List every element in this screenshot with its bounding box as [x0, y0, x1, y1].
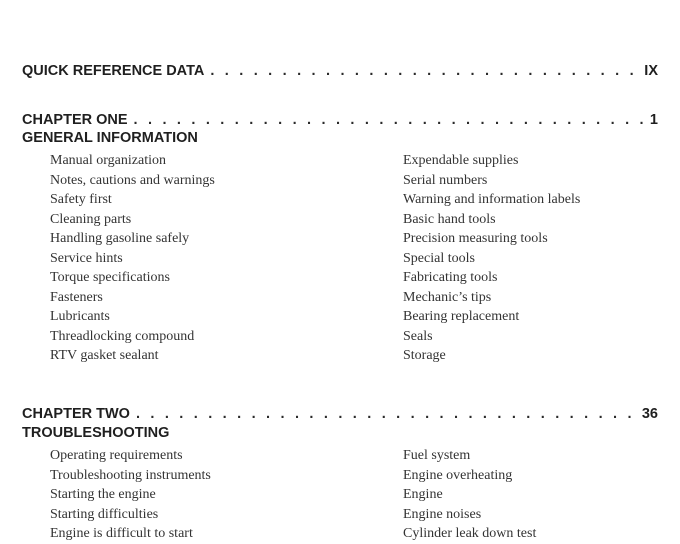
- dot-leader: [134, 112, 646, 129]
- topic-list-right: [403, 151, 580, 366]
- page-number: IX: [644, 63, 658, 79]
- list-item: Troubleshooting instruments: [50, 467, 211, 483]
- list-item: Lubricants: [50, 309, 110, 324]
- list-item: Safety first: [50, 192, 112, 207]
- list-item: Engine overheating: [403, 467, 513, 483]
- list-item: Expendable supplies: [403, 153, 519, 168]
- list-item: Warning and information labels: [403, 192, 581, 207]
- list-item: Engine: [403, 487, 443, 502]
- topic-list-left: [50, 151, 215, 366]
- list-item: Operating requirements: [50, 448, 183, 463]
- list-item: Starting difficulties: [50, 506, 159, 522]
- list-item: Threadlocking compound: [50, 328, 195, 344]
- list-item: Mechanic’s tips: [403, 289, 492, 305]
- list-item: RTV gasket sealant: [50, 348, 159, 363]
- list-item: Notes, cautions and warnings: [50, 172, 215, 188]
- list-item: Storage: [403, 348, 446, 363]
- list-item: Serial numbers: [403, 172, 488, 188]
- dot-leader: [136, 406, 638, 423]
- chapter-heading: CHAPTER TWO: [22, 406, 130, 422]
- list-item: Cleaning parts: [50, 211, 132, 227]
- list-item: Cylinder leak down test: [403, 526, 537, 541]
- dot-leader: [210, 63, 640, 80]
- list-item: Fuel system: [403, 448, 471, 463]
- chapter-heading: CHAPTER ONE: [22, 112, 128, 128]
- topic-list-right: [403, 446, 536, 544]
- list-item: Torque specifications: [50, 270, 170, 285]
- list-item: Fasteners: [50, 289, 103, 305]
- list-item: Precision measuring tools: [403, 231, 548, 246]
- toc-entry-quick-reference[interactable]: [22, 63, 658, 80]
- list-item: Special tools: [403, 250, 475, 266]
- toc-entry-chapter-two[interactable]: [22, 406, 658, 423]
- list-item: Service hints: [50, 250, 123, 266]
- list-item: Fabricating tools: [403, 270, 498, 285]
- list-item: Basic hand tools: [403, 211, 496, 227]
- list-item: Seals: [403, 328, 433, 344]
- list-item: Engine is difficult to start: [50, 526, 193, 541]
- entry-title: QUICK REFERENCE DATA: [22, 63, 205, 79]
- page-number: 36: [641, 406, 658, 422]
- toc-entry-chapter-one[interactable]: [22, 112, 658, 129]
- list-item: Bearing replacement: [403, 309, 520, 324]
- topic-list-left: [50, 446, 211, 544]
- list-item: Manual organization: [50, 153, 166, 168]
- list-item: Starting the engine: [50, 487, 156, 502]
- list-item: Engine noises: [403, 506, 482, 522]
- list-item: Handling gasoline safely: [50, 231, 190, 246]
- chapter-subtitle: TROUBLESHOOTING: [22, 425, 170, 441]
- chapter-subtitle: GENERAL INFORMATION: [22, 130, 198, 146]
- page-number: 1: [649, 112, 658, 128]
